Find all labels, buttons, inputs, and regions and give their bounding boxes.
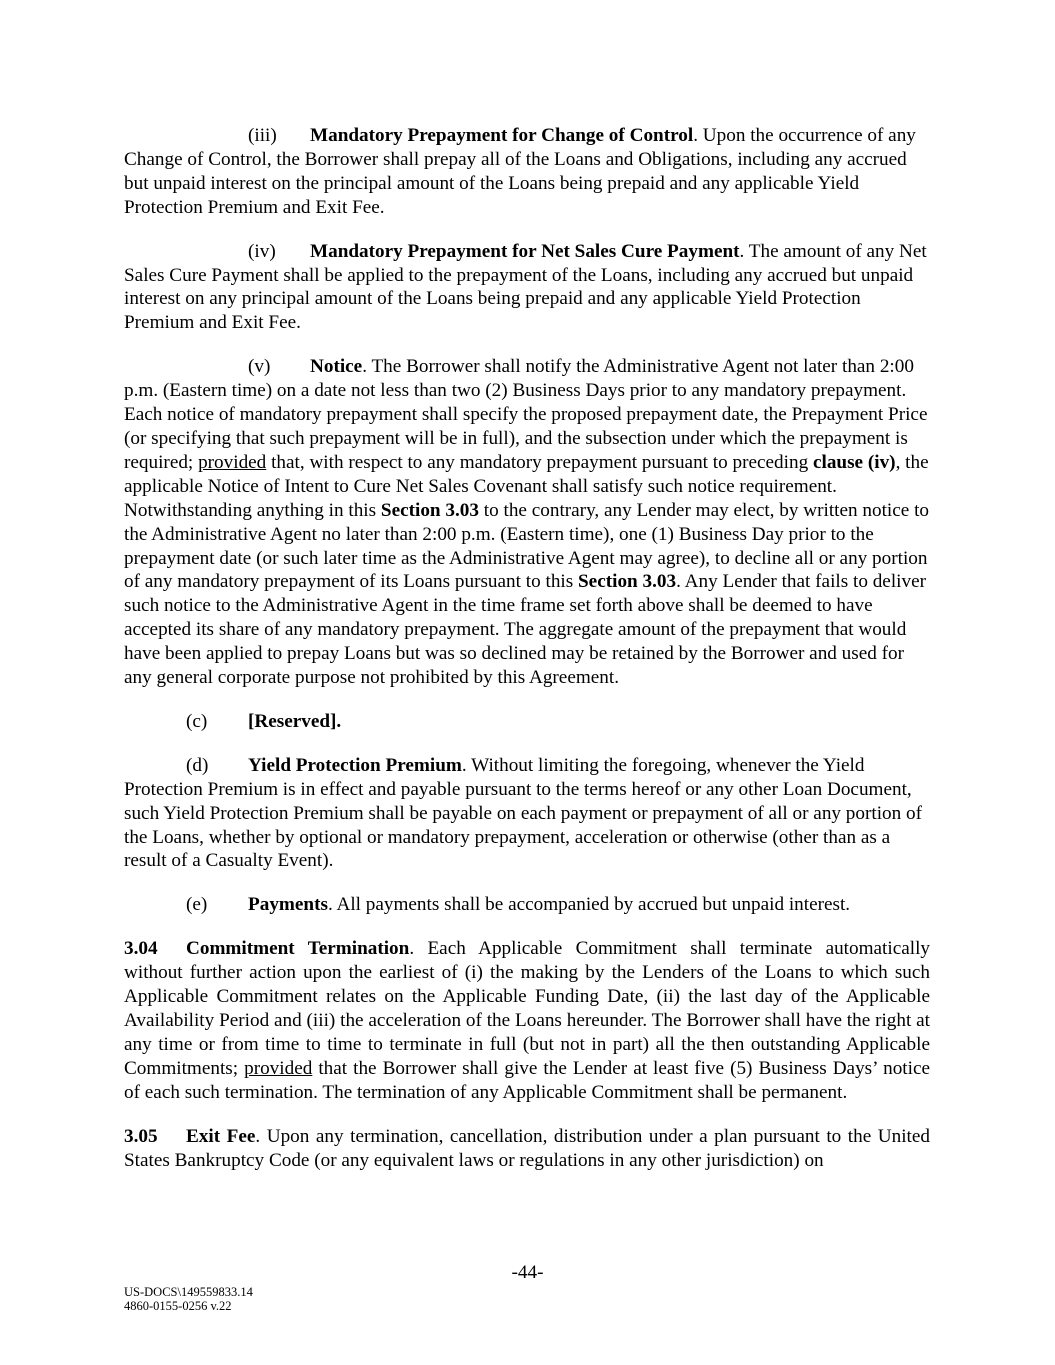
clause-text: . Without limiting the foregoing, whenever the Yield Protection Premium is in effect and payable pursuant to the terms hereof or any other Loan Document, such Yield Protection Premium shall be payable on each payment or prepayment of all or any portion of the Loans, whether by optional or mandatory prepayment, acceleration or otherwise (other than as a result of a Casualty Event). xyxy=(124,754,923,872)
section-3-04 xyxy=(124,937,930,1104)
document-identifiers xyxy=(124,1285,253,1313)
provided-term: provided xyxy=(198,451,267,473)
section-number: 3.05 xyxy=(124,1125,158,1147)
paragraph-iii xyxy=(124,124,930,220)
clause-text: to the contrary, any Lender may elect, by written notice to the Administrative Agent no later than 2:00 p.m. (Eastern time), one (1) Business Day prior to the prepayment date (or such later time as the Administrative Agent may agree), to decline all or any portion of any mandatory prepayment of its Loans pursuant to this xyxy=(124,499,930,593)
cross-reference: Section 3.03 xyxy=(380,499,479,521)
paragraph-c xyxy=(124,710,930,734)
section-text: . Each Applicable Commitment shall terminate automatically without further action upon the earliest of (i) the making by the Lenders of the Loans to which such Applicable Commitment relates on the Applicable Funding Date, (ii) the last day of the Applicable Availability Period and (iii) the acceleration of the Loans hereunder. The Borrower shall have the right at any time or from time to time to terminate in full (but not in part) all the then outstanding Applicable Commitments; xyxy=(124,938,930,1079)
doc-id-line-1: US-DOCS\149559833.14 xyxy=(124,1285,253,1299)
section-text: that the Borrower shall give the Lender at least five (5) Business Days’ notice of each such termination. The termination of any Applicable Commitment shall be permanent. xyxy=(124,1057,930,1103)
page-number: -44- xyxy=(511,1262,544,1283)
clause-number: (iii) xyxy=(248,125,277,146)
section-3-05 xyxy=(124,1125,930,1173)
doc-id-line-2: 4860-0155-0256 v.22 xyxy=(124,1299,232,1313)
provided-term: provided xyxy=(244,1057,313,1079)
clause-text: . Upon the occurrence of any Change of Control, the Borrower shall prepay all of the Loans and Obligations, including any accrued but unpaid interest on the principal amount of the Loans being prepaid and any applicable Yield Protection Premium and Exit Fee. xyxy=(124,125,916,218)
clause-number: (v) xyxy=(248,356,271,378)
clause-number: (d) xyxy=(186,754,209,776)
page-body xyxy=(124,124,930,1192)
section-number: 3.04 xyxy=(124,938,158,960)
paragraph-iv xyxy=(124,240,930,336)
clause-heading: Payments xyxy=(248,894,328,916)
clause-number: (c) xyxy=(186,710,208,732)
clause-text: . The amount of any Net Sales Cure Payment shall be applied to the prepayment of the Loans, including any accrued but unpaid interest on any principal amount of the Loans being prepaid and any applicable Yield Protection Premium and Exit Fee. xyxy=(124,240,927,334)
clause-text: . All payments shall be accompanied by accrued but unpaid interest. xyxy=(327,894,851,916)
section-text: . Upon any termination, cancellation, distribution under a plan pursuant to the United States Bankruptcy Code (or any equivalent laws or regulations in any other jurisdiction) on xyxy=(124,1125,930,1171)
paragraph-v xyxy=(124,355,930,690)
clause-heading: Yield Protection Premium xyxy=(248,754,462,776)
clause-text: . Any Lender that fails to deliver such notice to the Administrative Agent in the time frame set forth above shall be deemed to have accepted its share of any mandatory prepayment. The aggregate amount of the prepayment that would have been applied to prepay Loans but was so declined may be retained by the Borrower and used for any general corporate purpose not prohibited by this Agreement. xyxy=(124,571,926,689)
paragraph-e xyxy=(124,893,930,917)
clause-heading: [Reserved]. xyxy=(248,710,342,732)
clause-heading: Mandatory Prepayment for Net Sales Cure Payment xyxy=(310,240,740,262)
paragraph-d xyxy=(124,754,930,874)
clause-text: , the applicable Notice of Intent to Cure Net Sales Covenant shall satisfy such notice requirement. Notwithstanding anything in this xyxy=(124,451,929,521)
section-heading: Exit Fee xyxy=(186,1125,256,1147)
section-heading: Commitment Termination xyxy=(186,938,410,960)
clause-heading: Mandatory Prepayment for Change of Control xyxy=(310,125,694,146)
cross-reference: Section 3.03 xyxy=(578,571,677,593)
clause-number: (e) xyxy=(186,894,208,916)
clause-text: . The Borrower shall notify the Administrative Agent not later than 2:00 p.m. (Eastern time) on a date not less than two (2) Business Days prior to any mandatory prepayment. Each notice of mandatory prepayment shall specify the proposed prepayment date, the Prepayment Price (or specifying that such prepayment will be in full), and the subsection under which the prepayment is required; xyxy=(124,356,928,473)
clause-number: (iv) xyxy=(248,240,276,262)
clause-text: that, with respect to any mandatory prepayment pursuant to preceding xyxy=(266,451,813,473)
cross-reference: clause (iv) xyxy=(812,451,896,473)
clause-heading: Notice xyxy=(310,356,363,378)
